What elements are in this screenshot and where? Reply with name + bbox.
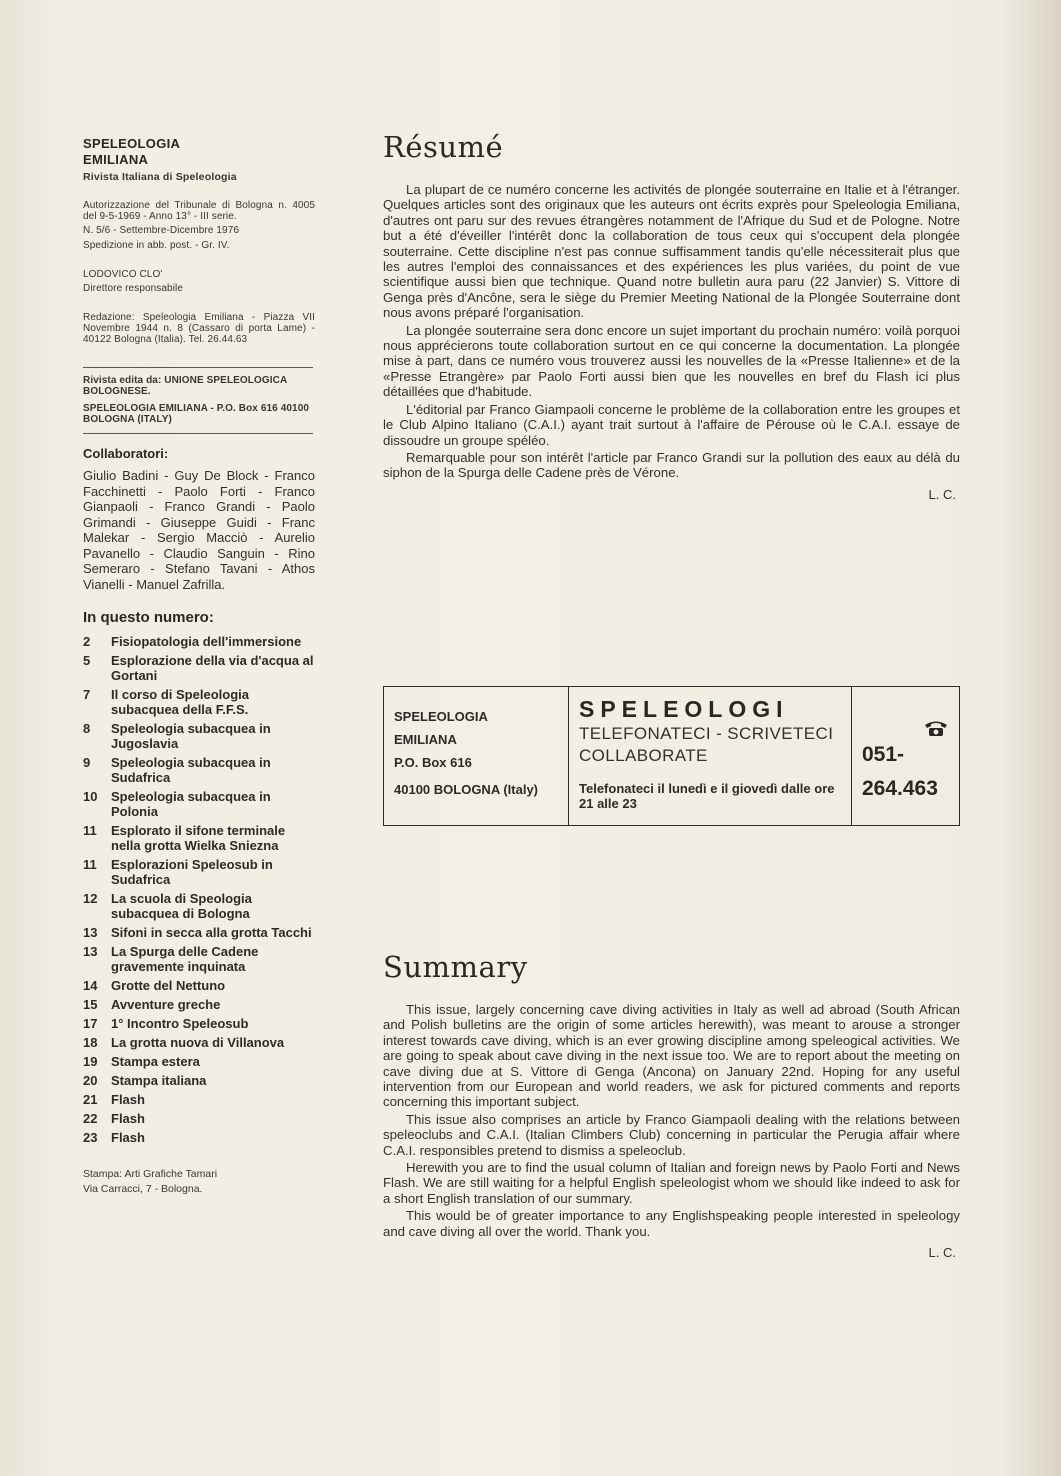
toc-item [83, 997, 315, 1012]
ad-message-cell [569, 687, 852, 825]
toc-page-number: 13 [83, 925, 98, 940]
toc-page-number: 15 [83, 997, 98, 1012]
toc-page-number: 9 [83, 755, 91, 770]
toc-item [83, 721, 315, 751]
toc-item [83, 687, 315, 717]
toc-item [83, 1130, 315, 1145]
printer-line1: Stampa: Arti Grafiche Tamari [83, 1168, 218, 1180]
ad-line2: COLLABORATE [579, 746, 708, 765]
toc-title: La scuola di Speologia subacquea di Bologna [111, 891, 252, 921]
ad-address-line: EMILIANA [394, 732, 457, 747]
toc-title: La Spurga delle Cadene gravemente inquinata [111, 944, 259, 974]
director-role: Direttore responsabile [83, 283, 184, 294]
toc-item [83, 634, 315, 649]
ad-hours: Telefonateci il lunedì e il giovedì dalle ore 21 alle 23 [579, 781, 835, 811]
summary-paragraph: This issue also comprises an article by Franco Giampaoli dealing with the relations between speleoclubs and C.A.I. (Italian Climbers Club) concerning in particular the Perugia affair where C.A.I. responsibles pretend to dismiss a speleoclub. [383, 1111, 960, 1158]
toc-item [83, 1092, 315, 1107]
toc-page-number: 8 [83, 721, 91, 736]
toc-item [83, 1054, 315, 1069]
divider [83, 367, 313, 368]
toc-item [83, 891, 315, 921]
toc-page-number: 11 [83, 823, 97, 838]
toc-title: Esplorazione della via d'acqua al Gortani [111, 653, 314, 683]
summary-title: Summary [383, 950, 528, 984]
toc-page-number: 21 [83, 1092, 98, 1107]
toc-item [83, 789, 315, 819]
summary-signature: L. C. [928, 1245, 956, 1261]
toc-page-number: 18 [83, 1035, 98, 1050]
printer-info [83, 1167, 315, 1197]
masthead-column [83, 136, 315, 1197]
toc-title: Speleologia subacquea in Sudafrica [111, 755, 271, 785]
telephone-icon [923, 719, 949, 737]
toc-item [83, 1111, 315, 1126]
toc-item [83, 653, 315, 683]
authorization-note: Autorizzazione del Tribunale di Bologna n. 4005 del 9-5-1969 - Anno 13° - III serie. [83, 200, 315, 222]
collaborators-heading: Collaboratori: [83, 446, 169, 461]
toc-item [83, 925, 315, 940]
toc-page-number: 22 [83, 1111, 98, 1126]
toc-page-number: 23 [83, 1130, 98, 1145]
toc-title: Speleologia subacquea in Polonia [111, 789, 271, 819]
toc-page-number: 10 [83, 789, 98, 804]
toc-page-number: 12 [83, 891, 98, 906]
advertisement-box [383, 686, 960, 826]
toc-title: Speleologia subacquea in Jugoslavia [111, 721, 271, 751]
summary-paragraph: This issue, largely concerning cave diving activities in Italy as well ad abroad (South African and Polish bulletins are the origin of some articles herewith), was meant to arouse a stronger interest towards cave diving, which is an ever growing discipline among speleogical activities. We are going to speak about cave diving in the next issue too. We are to report about the meeting on cave diving due at S. Vittore di Genga (Ancona) on January 22nd. Hoping for any useful intervention from our European and world readers, we ask for pictured comments and reports concerning this important subject. [383, 1002, 960, 1110]
summary-paragraph: This would be of greater importance to any Englishspeaking people interested in speleology and cave diving all over the world. Thank you. [383, 1208, 960, 1239]
toc-page-number: 2 [83, 634, 91, 649]
toc-heading: In questo numero: [83, 609, 214, 626]
toc-title: Grotte del Nettuno [111, 978, 226, 993]
toc-title: La grotta nuova di Villanova [111, 1035, 285, 1050]
ad-line1: TELEFONATECI - SCRIVETECI [579, 724, 834, 743]
toc-title: Avventure greche [111, 997, 221, 1012]
collaborators-list: Giulio Badini - Guy De Block - Franco Facchinetti - Paolo Forti - Franco Gianpaoli - Franco Grandi - Paolo Grimandi - Giuseppe Guidi - Franc Malekar - Sergio Macciò - Aurelio Pavanello - Claudio Sanguin - Rino Semeraro - Stefano Tavani - Athos Vianelli - Manuel Zafrilla. [83, 468, 315, 592]
toc-list [83, 634, 315, 1145]
toc-item [83, 857, 315, 887]
toc-title: Sifoni in secca alla grotta Tacchi [111, 925, 312, 940]
toc-title: Il corso di Speleologia subacquea della F.F.S. [111, 687, 249, 717]
toc-title: Stampa estera [111, 1054, 200, 1069]
ad-address-cell [384, 687, 569, 825]
toc-item [83, 944, 315, 974]
summary-section [383, 950, 960, 1260]
resume-section [383, 130, 960, 502]
toc-page-number: 20 [83, 1073, 98, 1088]
toc-item [83, 755, 315, 785]
toc-item [83, 1016, 315, 1031]
resume-signature: L. C. [928, 486, 956, 502]
publisher-note: Rivista edita da: UNIONE SPELEOLOGICA BOLOGNESE. [83, 375, 287, 397]
ad-address-line: SPELEOLOGIA [394, 709, 488, 724]
director-name: LODOVICO CLO' [83, 269, 163, 280]
ad-headline: SPELEOLOGI [579, 696, 789, 722]
ad-phone-prefix: 051- [862, 743, 905, 766]
toc-title: 1° Incontro Speleosub [111, 1016, 249, 1031]
issue-number: N. 5/6 - Settembre-Dicembre 1976 [83, 225, 240, 236]
toc-page-number: 19 [83, 1054, 98, 1069]
summary-paragraph: Herewith you are to find the usual column of Italian and foreign news by Paolo Forti and News Flash. We are still waiting for a helpful English speleologist whom we should like indeed to ask for a short English translation of our summary. [383, 1160, 960, 1206]
magazine-subtitle: Rivista Italiana di Speleologia [83, 171, 237, 183]
toc-title: Esplorato il sifone terminale nella grotta Wielka Sniezna [111, 823, 286, 853]
toc-item [83, 978, 315, 993]
toc-page-number: 11 [83, 857, 97, 872]
divider [83, 433, 313, 434]
toc-item [83, 1073, 315, 1088]
toc-title: Stampa italiana [111, 1073, 207, 1088]
ad-phone-number: 264.463 [862, 777, 938, 800]
shipping-note: Spedizione in abb. post. - Gr. IV. [83, 240, 230, 251]
magazine-title-line1: SPELEOLOGIA [83, 136, 181, 151]
toc-title: Flash [111, 1130, 145, 1145]
toc-item [83, 1035, 315, 1050]
toc-title: Flash [111, 1111, 145, 1126]
toc-title: Esplorazioni Speleosub in Sudafrica [111, 857, 273, 887]
resume-paragraph: La plongée souterraine sera donc encore un sujet important du prochain numéro: voilà porquoi nous apprécierons toute collaboration surtout en ce qui concerne la documentation. La plongée mise à part, dans ce numéro vous trouverez aussi les nouvelles de la «Presse Italienne» et de la «Presse Etrangère» par Paolo Forti aussi bien que les nouvelles en bref du Flash ici plus détaillées que d'habitude. [383, 322, 960, 400]
toc-item [83, 823, 315, 853]
redazione-address: Redazione: Speleologia Emiliana - Piazza VII Novembre 1944 n. 8 (Cassaro di porta Lame) - 40122 Bologna (Italia). Tel. 26.44.63 [83, 312, 315, 345]
po-box-address: SPELEOLOGIA EMILIANA - P.O. Box 616 40100 BOLOGNA (ITALY) [83, 403, 310, 425]
toc-title: Flash [111, 1092, 145, 1107]
resume-title: Résumé [383, 130, 504, 164]
toc-page-number: 14 [83, 978, 98, 993]
toc-page-number: 7 [83, 687, 91, 702]
toc-page-number: 17 [83, 1016, 98, 1031]
toc-page-number: 5 [83, 653, 91, 668]
resume-paragraph: La plupart de ce numéro concerne les activités de plongée souterraine en Italie et à l'étranger. Quelques articles sont des originaux que les auteurs ont écrits exprès pour Speleologia Emiliana, d'autres ont paru sur des revues étrangères notamment de l'Afrique du Sud et de Pologne. Notre but a été d'éveiller l'intérêt donc la collaboration de tous ceux qui s'occupent dela plongée souterraine. Cette discipline n'est pas connue suffisamment tandis qu'elle nécessiterait plus que les autres l'emploi des connaissances et des expériences les plus variées, du point de vue scientifique aussi bien que technique. Quand notre bulletin aura paru (22 Janvier) S. Vittore di Genga près d'Ancône, sera le siège du Premier Meeting National de la Plongée Souterraine dont nous avons préparé l'organisation. [383, 182, 960, 321]
magazine-title-line2: EMILIANA [83, 152, 149, 167]
ad-address-line: P.O. Box 616 [394, 755, 472, 770]
toc-page-number: 13 [83, 944, 98, 959]
ad-address-line: 40100 BOLOGNA (Italy) [394, 782, 539, 797]
printer-line2: Via Carracci, 7 - Bologna. [83, 1183, 203, 1195]
resume-paragraph: L'éditorial par Franco Giampaoli concerne le problème de la collaboration entre les groupes et le Club Alpino Italiano (C.A.I.) ayant trait surtout à l'affaire de Pérouse où le C.A.I. essaye de dissoudre un groupe spéléo. [383, 401, 960, 448]
resume-paragraph: Remarquable pour son intérêt l'article par Franco Grandi sur la pollution des eaux au délà du siphon de la Spurga delle Cadene près de Vérone. [383, 449, 960, 481]
toc-title: Fisiopatologia dell'immersione [111, 634, 302, 649]
ad-phone-cell [852, 687, 959, 825]
